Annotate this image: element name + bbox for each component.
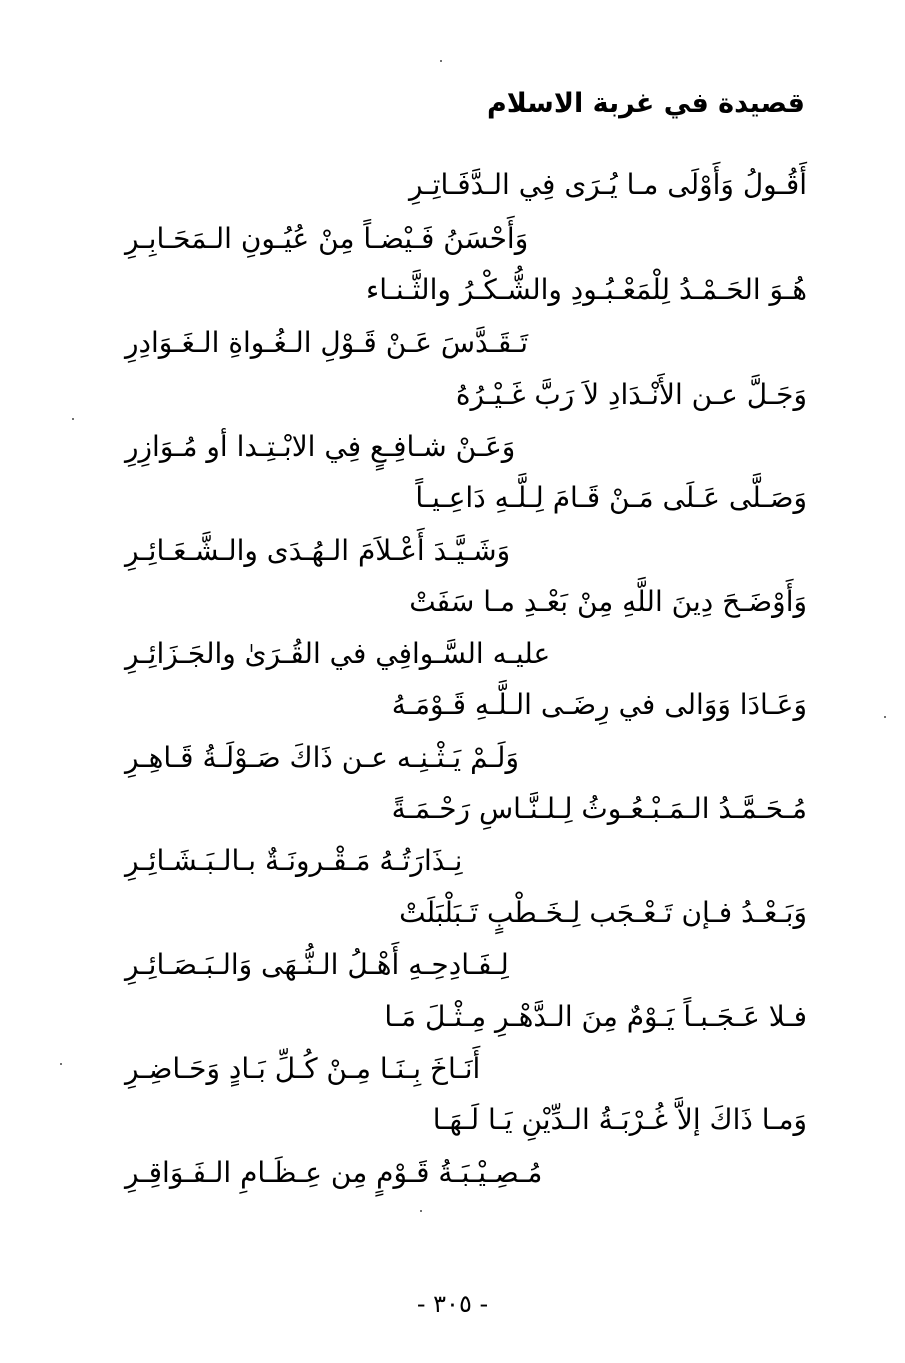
verse-line: مُـحَـمَّـدُ الـمَـبْـعُـوثُ لِـلـنَّـاسِ رَحْـمَـةً [391,792,807,825]
verse-line: وَشَـيَّـدَ أَعْـلاَمَ الـهُـدَى والـشَّـعَـائِـرِ [125,534,511,567]
verse-line: وَصَـلَّى عَـلَى مَـنْ قَـامَ لِـلَّـهِ دَاعِـيـاً [415,481,807,514]
page-number: - ٣٠٥ - [416,1290,489,1318]
scan-speck [884,716,886,718]
scan-speck [420,1210,422,1212]
verse-line: أَنَـاخَ بِـنَـا مِـنْ كُـلِّ بَـادٍ وَحَـاضِـرِ [125,1052,481,1085]
verse-line: وَأَحْسَنُ فَـيْضـاً مِنْ عُيُـونِ الـمَحَـابِـرِ [125,222,529,255]
scan-speck [60,1063,62,1065]
scan-speck [440,60,442,62]
poem-title: قصيدة في غربة الاسلام [487,88,805,119]
verse-line: وَجَـلَّ عـن الأَنْـدَادِ لاَ رَبَّ غَـيْـرُهُ [455,378,807,411]
verse-line: وَعَـادَا وَوَالى في رِضَـى الـلَّـهِ قَـوْمَـهُ [391,688,807,721]
verse-line: نِـذَارَتُـهُ مَـقْـرونَـةٌ بـالـبَـشَـائِـرِ [125,844,463,877]
verse-line: فـلا عَـجَـبـاً يَـوْمٌ مِنَ الـدَّهْـرِ مِـثْـلَ مَـا [384,1000,807,1033]
verse-line: وَلَـمْ يَـثْـنِـه عـن ذَاكَ صَـوْلَـةُ قَـاهِـرِ [125,741,519,774]
verse-line: وَعَـنْ شـافِـعٍ فِي الابْـتِـدا أو مُـوَازِرِ [125,430,516,463]
verse-line: وَبَـعْـدُ فـإن تَـعْـجَب لِـخَـطْبٍ تَـبَلْبَلَتْ [399,896,807,929]
scan-speck [72,418,74,420]
verse-line: لِـفَـادِحِـهِ أَهْـلُ الـنُّـهَى وَالـبَـصَـائِـرِ [125,948,509,981]
verse-line: وَمـا ذَاكَ إلاَّ غُـرْبَـةُ الـدِّيْنِ يَـا لَـهَـا [432,1103,807,1136]
verse-line: وَأَوْضَـحَ دِينَ اللَّهِ مِنْ بَعْـدِ مـا سَفَتْ [409,585,807,618]
verse-line: هُـوَ الحَـمْـدُ لِلْمَعْـبُـودِ والشُّـكْـرُ والثَّـنـاء [366,273,807,306]
verse-line: عليـه السَّـوافِي في القُـرَىٰ والجَـزَائِـرِ [125,637,551,670]
verse-line: مُـصِـيْـبَـةُ قَـوْمٍ مِن عِـظَـامِ الـفَـوَاقِـرِ [125,1156,543,1189]
verse-line: تَـقَـدَّسَ عَـنْ قَـوْلِ الـغُـواةِ الـغَـوَادِرِ [125,326,529,359]
verse-line: أَقُـولُ وَأَوْلَى مـا يُـرَى فِي الـدَّفَـاتِـرِ [409,168,807,201]
